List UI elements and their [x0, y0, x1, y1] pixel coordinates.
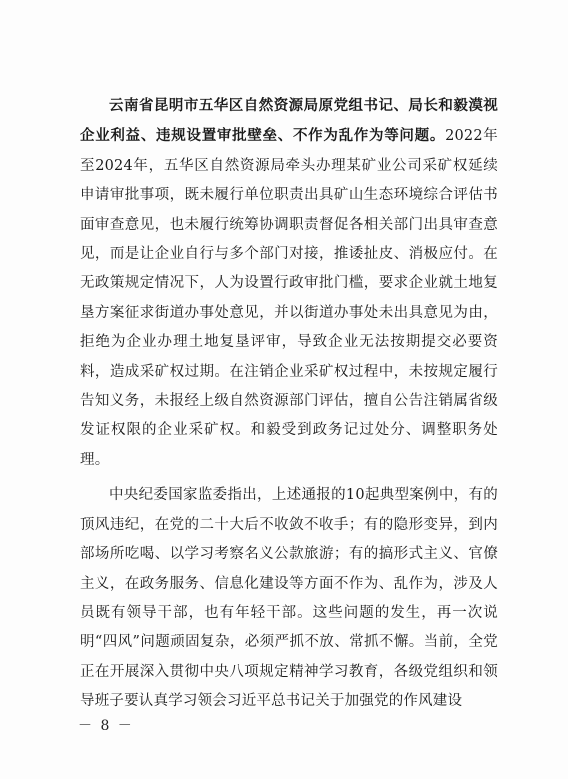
page-number: － 8 －	[78, 718, 134, 734]
paragraph-1-text: 2022年至2024年，五华区自然资源局牵头办理某矿业公司采矿权延续申请审批事项，既未履行单位职责出具矿山生态环境综合评估书面审查意见，也未履行统筹协调职责督促各相关部门出具审查意见，而是让企业自行与多个部门对接，推诿扯皮、消极应付。在无政策规定情况下，人为设置行政审批门槛，要求企业就土地复垦方案征求街道办事处意见，并以街道办事处未出具意见为由，拒绝为企业办理土地复垦评审，导致企业无法按期提交必要资料，造成采矿权过期。在注销企业采矿权过程中，未按规定履行告知义务，未报经上级自然资源部门评估，擅自公告注销属省级发证权限的企业采矿权。和毅受到政务记过处分、调整职务处理。	[80, 128, 498, 468]
paragraph-2	[80, 481, 498, 716]
paragraph-1-bold-lead: 云南省昆明市五华区自然资源局原党组书记、局长和毅漠视企业利益、违规设置审批壁垒、不作为乱作为等问题。	[80, 97, 498, 145]
paragraph-2-text: 中央纪委国家监委指出，上述通报的10起典型案例中，有的顶风违纪，在党的二十大后不收敛不收手；有的隐形变异，到内部场所吃喝、以学习考察名义公款旅游；有的搞形式主义、官僚主义，在政务服务、信息化建设等方面不作为、乱作为，涉及人员既有领导干部，也有年轻干部。这些问题的发生，再一次说明“四风”问题顽固复杂，必须严抓不放、常抓不懈。当前，全党正在开展深入贯彻中央八项规定精神学习教育，各级党组织和领导班子要认真学习领会习近平总书记关于加强党的作风建设	[80, 487, 498, 710]
document-body	[80, 91, 498, 723]
paragraph-1	[80, 91, 498, 475]
